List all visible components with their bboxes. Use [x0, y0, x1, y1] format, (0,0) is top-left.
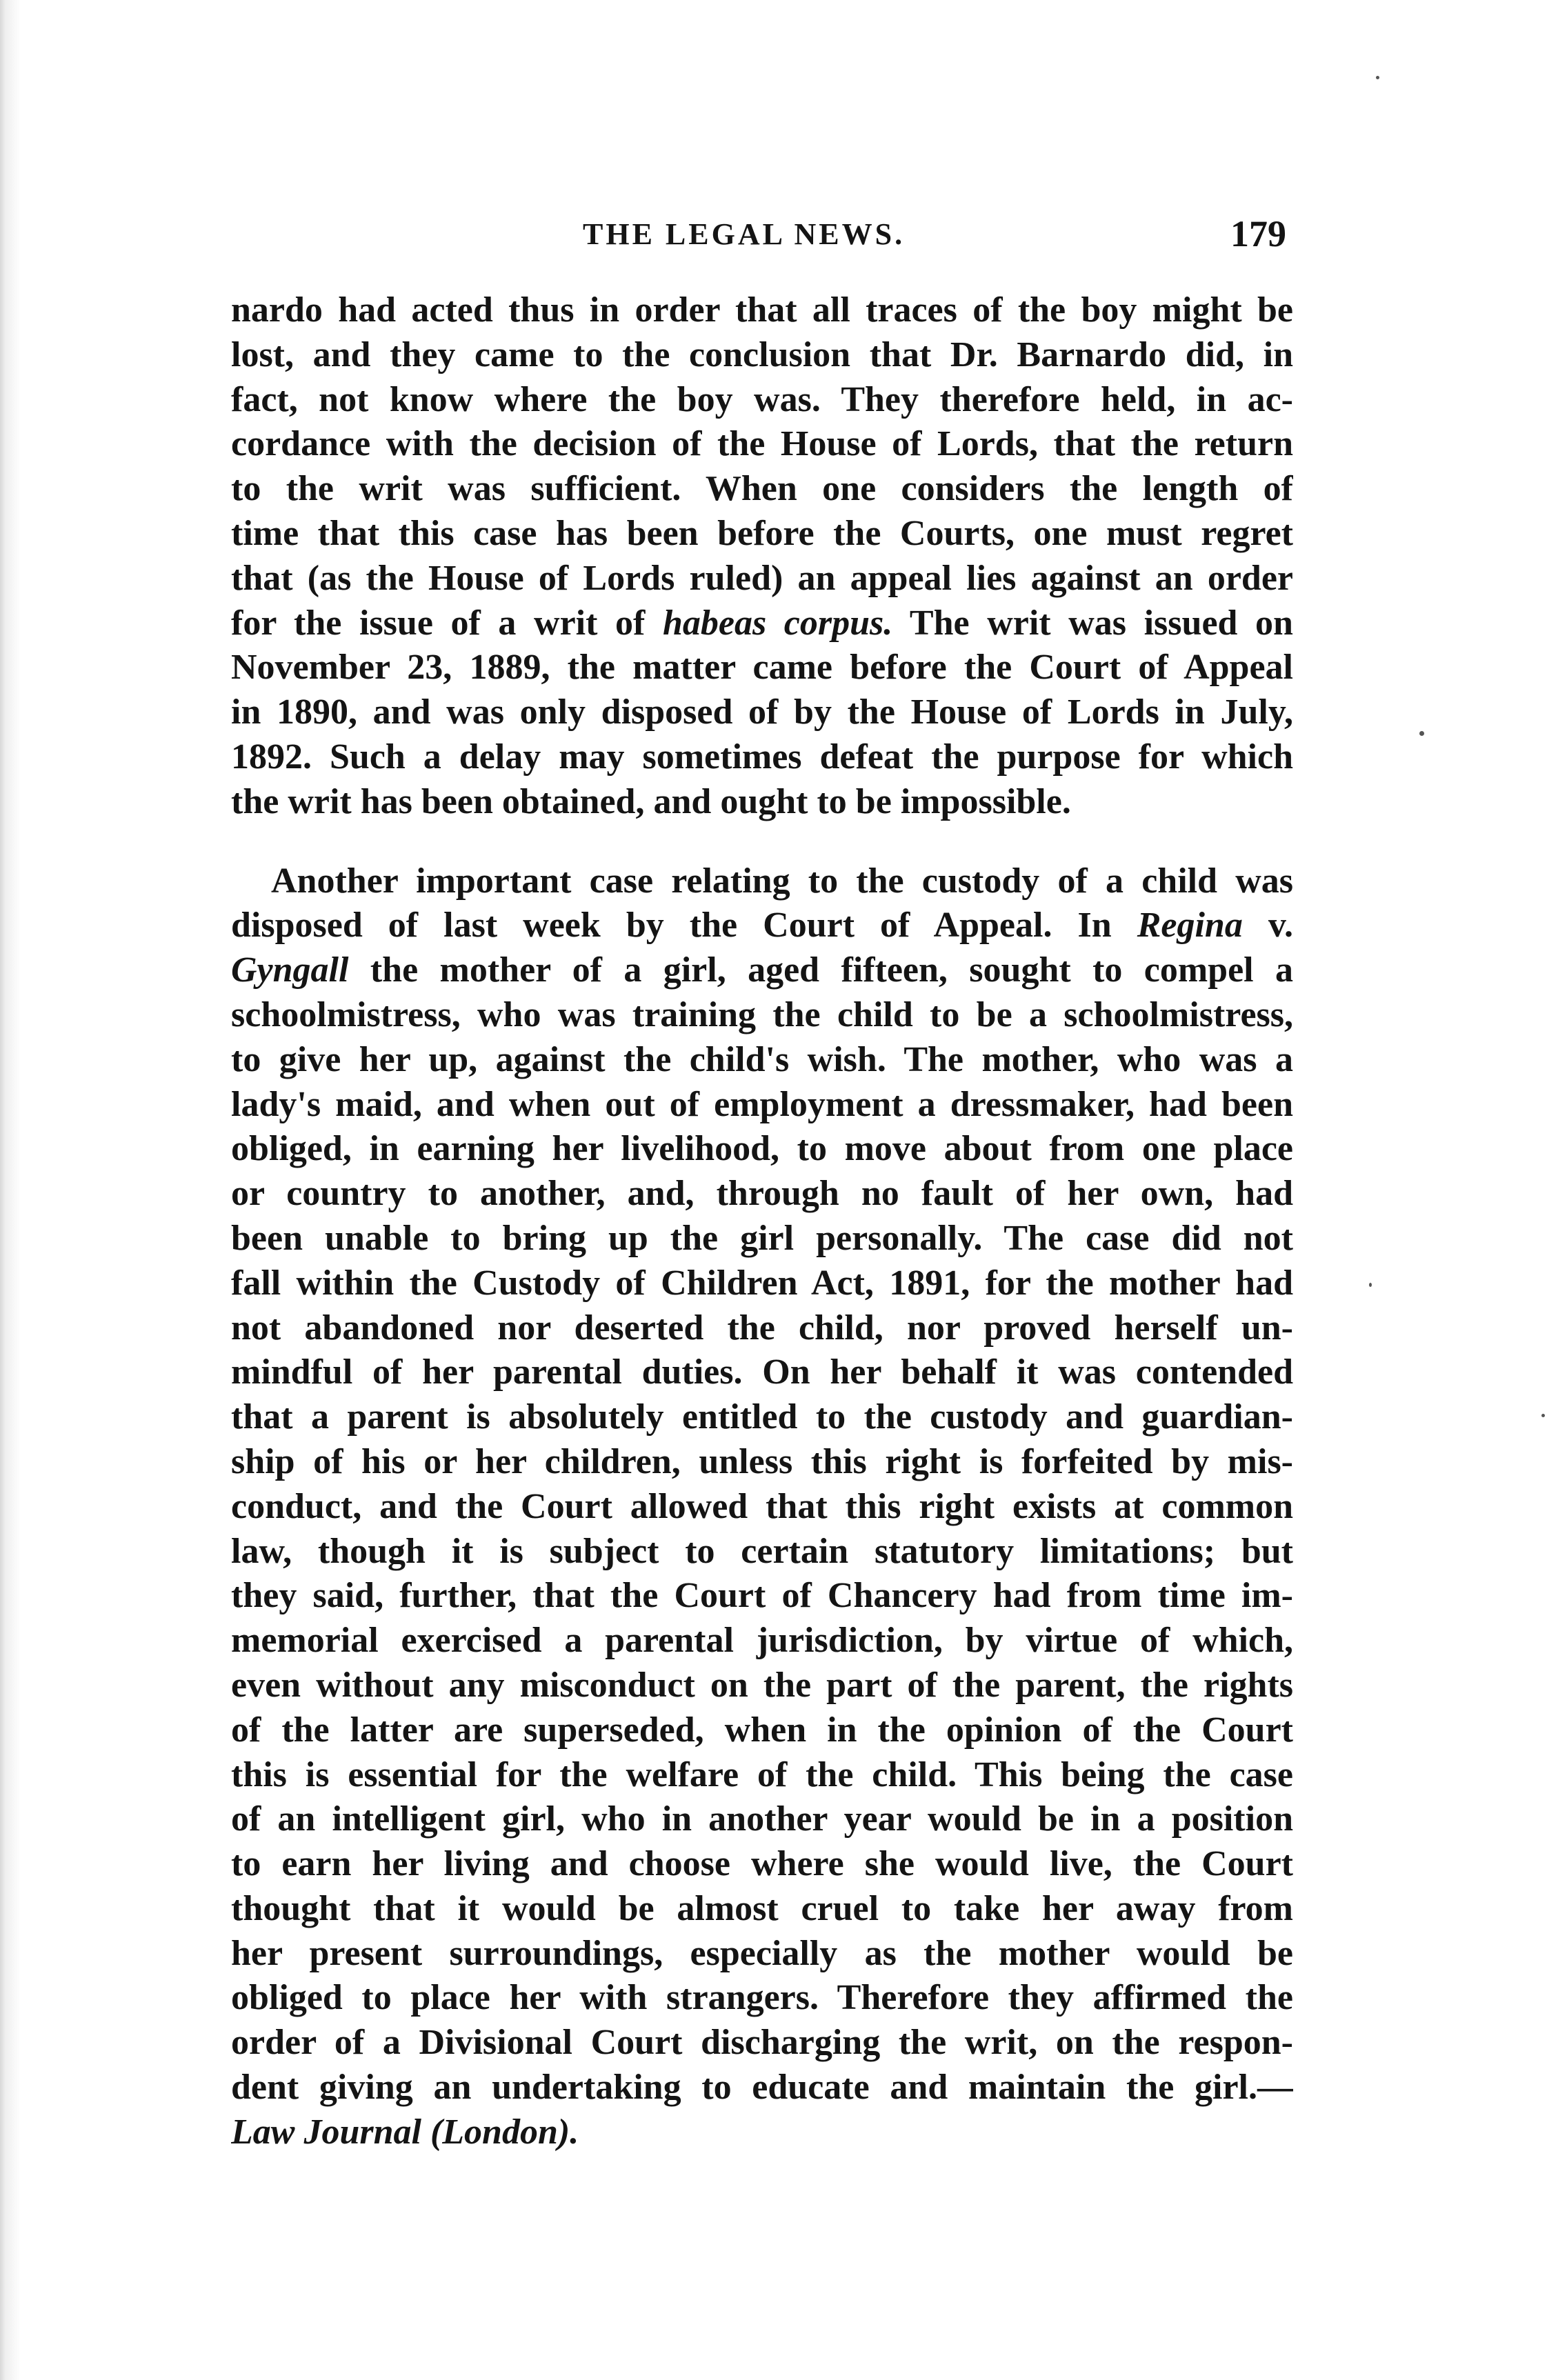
- text-run: the mother of a girl, aged fifteen, sought to compel a: [348, 950, 1293, 990]
- text-line: November 23, 1889, the matter came before the Court of Appeal: [231, 648, 1293, 688]
- text-line: 1892. Such a delay may sometimes defeat the purpose for which: [231, 737, 1293, 777]
- text-line: memorial exercised a parental jurisdiction, by virtue of which,: [231, 1621, 1293, 1661]
- text-line: her present surroundings, especially as the mother would be: [231, 1933, 1293, 1973]
- text-line: order of a Divisional Court discharging the writ, on the respon-: [231, 2023, 1293, 2063]
- text-line: even without any misconduct on the part of the parent, the rights: [231, 1665, 1293, 1705]
- text-run: The writ was issued on: [892, 603, 1293, 643]
- case-name-italic: Regina: [1137, 906, 1243, 946]
- text-run: for the issue of a writ of: [231, 603, 663, 643]
- text-line: obliged to place her with strangers. Therefore they affirmed the: [231, 1978, 1293, 2018]
- text-line: dent giving an undertaking to educate and maintain the girl.—: [231, 2068, 1293, 2108]
- text-line: time that this case has been before the Courts, one must regret: [231, 513, 1293, 553]
- text-line: that (as the House of Lords ruled) an appeal lies against an order: [231, 558, 1293, 598]
- text-line: obliged, in earning her livelihood, to move about from one place: [231, 1129, 1293, 1169]
- case-name-italic: Gyngall: [231, 950, 349, 990]
- page-header: [231, 212, 1293, 268]
- text-line: Another important case relating to the custody of a child was: [271, 861, 1293, 901]
- text-line: they said, further, that the Court of Chancery had from time im-: [231, 1576, 1293, 1616]
- source-citation: Law Journal (London).: [231, 2112, 579, 2152]
- text-line: fall within the Custody of Children Act, 1891, for the mother had: [231, 1263, 1293, 1303]
- text-line: [231, 948, 1293, 993]
- scan-speck: [1541, 1414, 1545, 1417]
- text-line: thought that it would be almost cruel to take her away from: [231, 1888, 1293, 1928]
- text-line: fact, not know where the boy was. They therefore held, in ac-: [231, 379, 1293, 419]
- text-line: [231, 903, 1293, 948]
- text-line: [231, 601, 1293, 646]
- text-line: in 1890, and was only disposed of by the House of Lords in July,: [231, 692, 1293, 732]
- page-number: 179: [1230, 213, 1286, 254]
- text-line: been unable to bring up the girl personally. The case did not: [231, 1218, 1293, 1258]
- text-line: to the writ was sufficient. When one considers the length of: [231, 469, 1293, 509]
- text-run: v.: [1242, 906, 1293, 946]
- text-line: nardo had acted thus in order that all traces of the boy might be: [231, 290, 1293, 330]
- text-line: the writ has been obtained, and ought to be impossible.: [231, 781, 1071, 821]
- article-body: [231, 288, 1293, 2155]
- scan-speck: [1419, 731, 1424, 736]
- case-term-italic: habeas corpus.: [662, 603, 893, 643]
- running-head: THE LEGAL NEWS.: [583, 217, 906, 251]
- text-line: mindful of her parental duties. On her behalf it was contended: [231, 1352, 1293, 1392]
- text-line: conduct, and the Court allowed that this right exists at common: [231, 1486, 1293, 1526]
- scan-speck: [1369, 1283, 1372, 1287]
- text-line: or country to another, and, through no fault of her own, had: [231, 1174, 1293, 1214]
- text-line: to give her up, against the child's wish. The mother, who was a: [231, 1039, 1293, 1079]
- text-line: this is essential for the welfare of the child. This being the case: [231, 1754, 1293, 1794]
- text-line: of the latter are superseded, when in the opinion of the Court: [231, 1710, 1293, 1750]
- text-line: to earn her living and choose where she would live, the Court: [231, 1844, 1293, 1884]
- scan-speck: [1376, 76, 1379, 79]
- text-line: ship of his or her children, unless this right is forfeited by mis-: [231, 1441, 1293, 1481]
- text-line: that a parent is absolutely entitled to the custody and guardian-: [231, 1397, 1293, 1437]
- scan-edge: [0, 0, 21, 2380]
- text-line: law, though it is subject to certain statutory limitations; but: [231, 1531, 1293, 1571]
- text-line: lost, and they came to the conclusion that Dr. Barnardo did, in: [231, 334, 1293, 374]
- text-line: not abandoned nor deserted the child, nor proved herself un-: [231, 1308, 1293, 1348]
- text-line: lady's maid, and when out of employment a dressmaker, had been: [231, 1084, 1293, 1124]
- text-run: disposed of last week by the Court of Appeal. In: [231, 906, 1137, 946]
- paragraph-gap: [231, 825, 1293, 859]
- text-line: cordance with the decision of the House of Lords, that the return: [231, 424, 1293, 464]
- text-line: schoolmistress, who was training the child to be a schoolmistress,: [231, 994, 1293, 1034]
- text-line: of an intelligent girl, who in another year would be in a position: [231, 1799, 1293, 1839]
